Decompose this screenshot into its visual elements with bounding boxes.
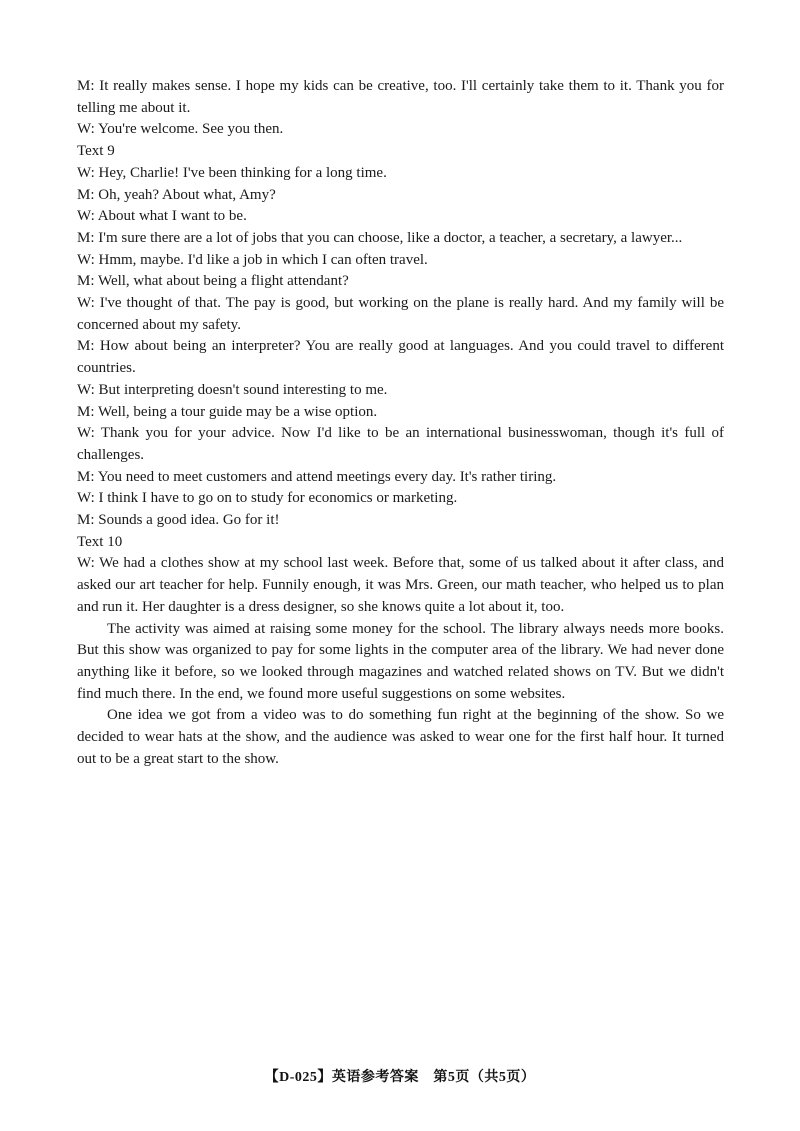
transcript-line: M: It really makes sense. I hope my kids can be creative, too. I'll certainly take them to it. Thank you for telling me about it. <box>77 78 724 116</box>
transcript-line: W: Thank you for your advice. Now I'd like to be an international businesswoman, though it's full of challenges. <box>77 425 724 463</box>
text-section-heading: Text 10 <box>77 533 123 550</box>
transcript-line: One idea we got from a video was to do something fun right at the beginning of the show. So we decided to wear hats at the show, and the audience was asked to wear one for the first half hour. It turned out to be a great start to the show. <box>77 707 724 767</box>
transcript-line: M: You need to meet customers and attend meetings every day. It's rather tiring. <box>77 468 557 485</box>
transcript-line: The activity was aimed at raising some money for the school. The library always needs more books. But this show was organized to pay for some lights in the computer area of the library. We had never done anything like it before, so we looked through magazines and watched related shows on TV. But we didn't find much there. In the end, we found more useful suggestions on some websites. <box>77 620 724 702</box>
transcript <box>77 76 724 771</box>
transcript-line: M: Oh, yeah? About what, Amy? <box>77 186 276 203</box>
transcript-line: M: Well, being a tour guide may be a wise option. <box>77 403 378 420</box>
transcript-line: W: I've thought of that. The pay is good, but working on the plane is really hard. And my family will be concerned about my safety. <box>77 295 724 333</box>
transcript-line: M: How about being an interpreter? You are really good at languages. And you could travel to different countries. <box>77 338 724 377</box>
transcript-line: W: I think I have to go on to study for economics or marketing. <box>77 490 458 507</box>
transcript-line: W: About what I want to be. <box>77 208 247 225</box>
transcript-line: W: You're welcome. See you then. <box>77 121 284 138</box>
transcript-line: M: I'm sure there are a lot of jobs that you can choose, like a doctor, a teacher, a secretary, a lawyer... <box>77 229 683 246</box>
transcript-line: M: Sounds a good idea. Go for it! <box>77 512 280 529</box>
transcript-line: W: Hmm, maybe. I'd like a job in which I can often travel. <box>77 251 428 268</box>
transcript-line: W: Hey, Charlie! I've been thinking for a long time. <box>77 164 387 181</box>
transcript-line: W: But interpreting doesn't sound interesting to me. <box>77 381 388 398</box>
transcript-line: M: Well, what about being a flight attendant? <box>77 273 349 290</box>
page-footer: 【D-025】英语参考答案 第5页（共5页） <box>264 1070 536 1085</box>
text-section-heading: Text 9 <box>77 143 115 160</box>
transcript-line: W: We had a clothes show at my school last week. Before that, some of us talked about it after class, and asked our art teacher for help. Funnily enough, it was Mrs. Green, our math teacher, who helped us to plan and run it. Her daughter is a dress designer, so she knows quite a lot about it, too. <box>77 555 724 615</box>
